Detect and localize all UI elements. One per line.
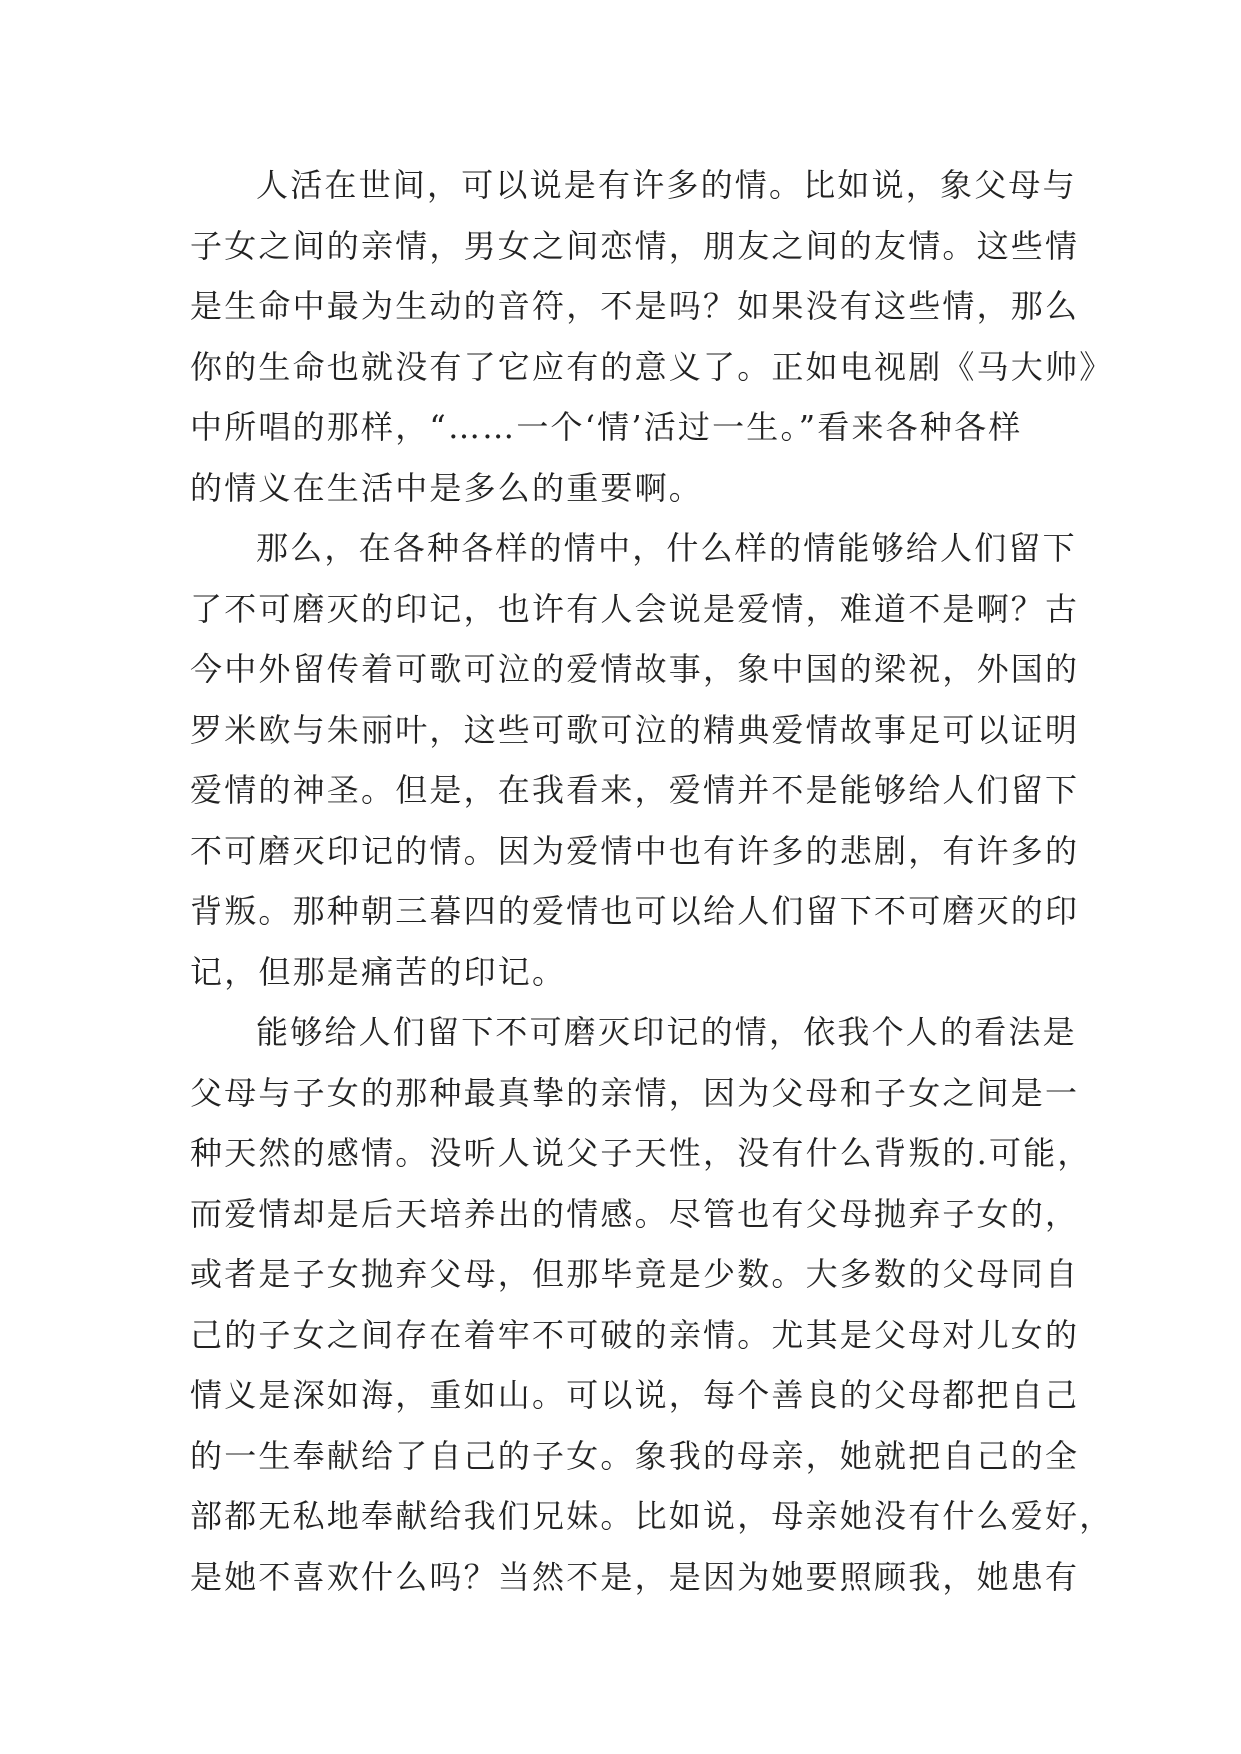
text-line: 部都无私地奉献给我们兄妹。比如说，母亲她没有什么爱好，	[190, 1497, 1114, 1535]
text-line: 爱情的神圣。但是，在我看来，爱情并不是能够给人们留下	[190, 771, 1080, 809]
text-line: 己的子女之间存在着牢不可破的亲情。尤其是父母对儿女的	[190, 1315, 1080, 1354]
text-line: 罗米欧与朱丽叶，这些可歌可泣的精典爱情故事足可以证明	[190, 710, 1080, 749]
paragraph	[190, 518, 1080, 1002]
paragraph	[190, 1002, 1114, 1607]
text-line: 能够给人们留下不可磨灭印记的情，依我个人的看法是	[256, 1013, 1077, 1051]
text-line: 中所唱的那样，“……一个‘情’活过一生。”看来各种各样	[190, 408, 1023, 446]
text-line: 不可磨灭印记的情。因为爱情中也有许多的悲剧，有许多的	[190, 831, 1080, 870]
text-line: 记，但那是痛苦的印记。	[190, 952, 567, 991]
text-line: 是她不喜欢什么吗？当然不是，是因为她要照顾我，她患有	[190, 1557, 1080, 1596]
text-line: 子女之间的亲情，男女之间恋情，朋友之间的友情。这些情	[190, 226, 1080, 265]
text-line: 是生命中最为生动的音符，不是吗？如果没有这些情，那么	[190, 287, 1080, 325]
text-line: 那么，在各种各样的情中，什么样的情能够给人们留下	[256, 529, 1077, 567]
text-line: 背叛。那种朝三暮四的爱情也可以给人们留下不可磨灭的印	[190, 892, 1080, 930]
paragraph	[190, 155, 1114, 518]
text-line: 或者是子女抛弃父母，但那毕竟是少数。大多数的父母同自	[190, 1255, 1080, 1293]
text-line: 的情义在生活中是多么的重要啊。	[190, 468, 704, 507]
text-line: 今中外留传着可歌可泣的爱情故事，象中国的梁祝，外国的	[190, 650, 1080, 688]
text-line: 种天然的感情。没听人说父子天性，没有什么背叛的.可能，	[190, 1134, 1092, 1172]
text-line: 你的生命也就没有了它应有的意义了。正如电视剧《马大帅》	[190, 347, 1114, 386]
text-line: 的一生奉献给了自己的子女。象我的母亲，她就把自己的全	[190, 1436, 1080, 1475]
text-line: 而爱情却是后天培养出的情感。尽管也有父母抛弃子女的，	[190, 1194, 1080, 1233]
text-line: 情义是深如海，重如山。可以说，每个善良的父母都把自己	[190, 1376, 1080, 1414]
text-line: 父母与子女的那种最真挚的亲情，因为父母和子女之间是一	[190, 1073, 1080, 1112]
text-line: 人活在世间，可以说是有许多的情。比如说，象父母与	[256, 166, 1077, 204]
document-body	[190, 155, 1114, 1607]
text-line: 了不可磨灭的印记，也许有人会说是爱情，难道不是啊？古	[190, 589, 1080, 628]
